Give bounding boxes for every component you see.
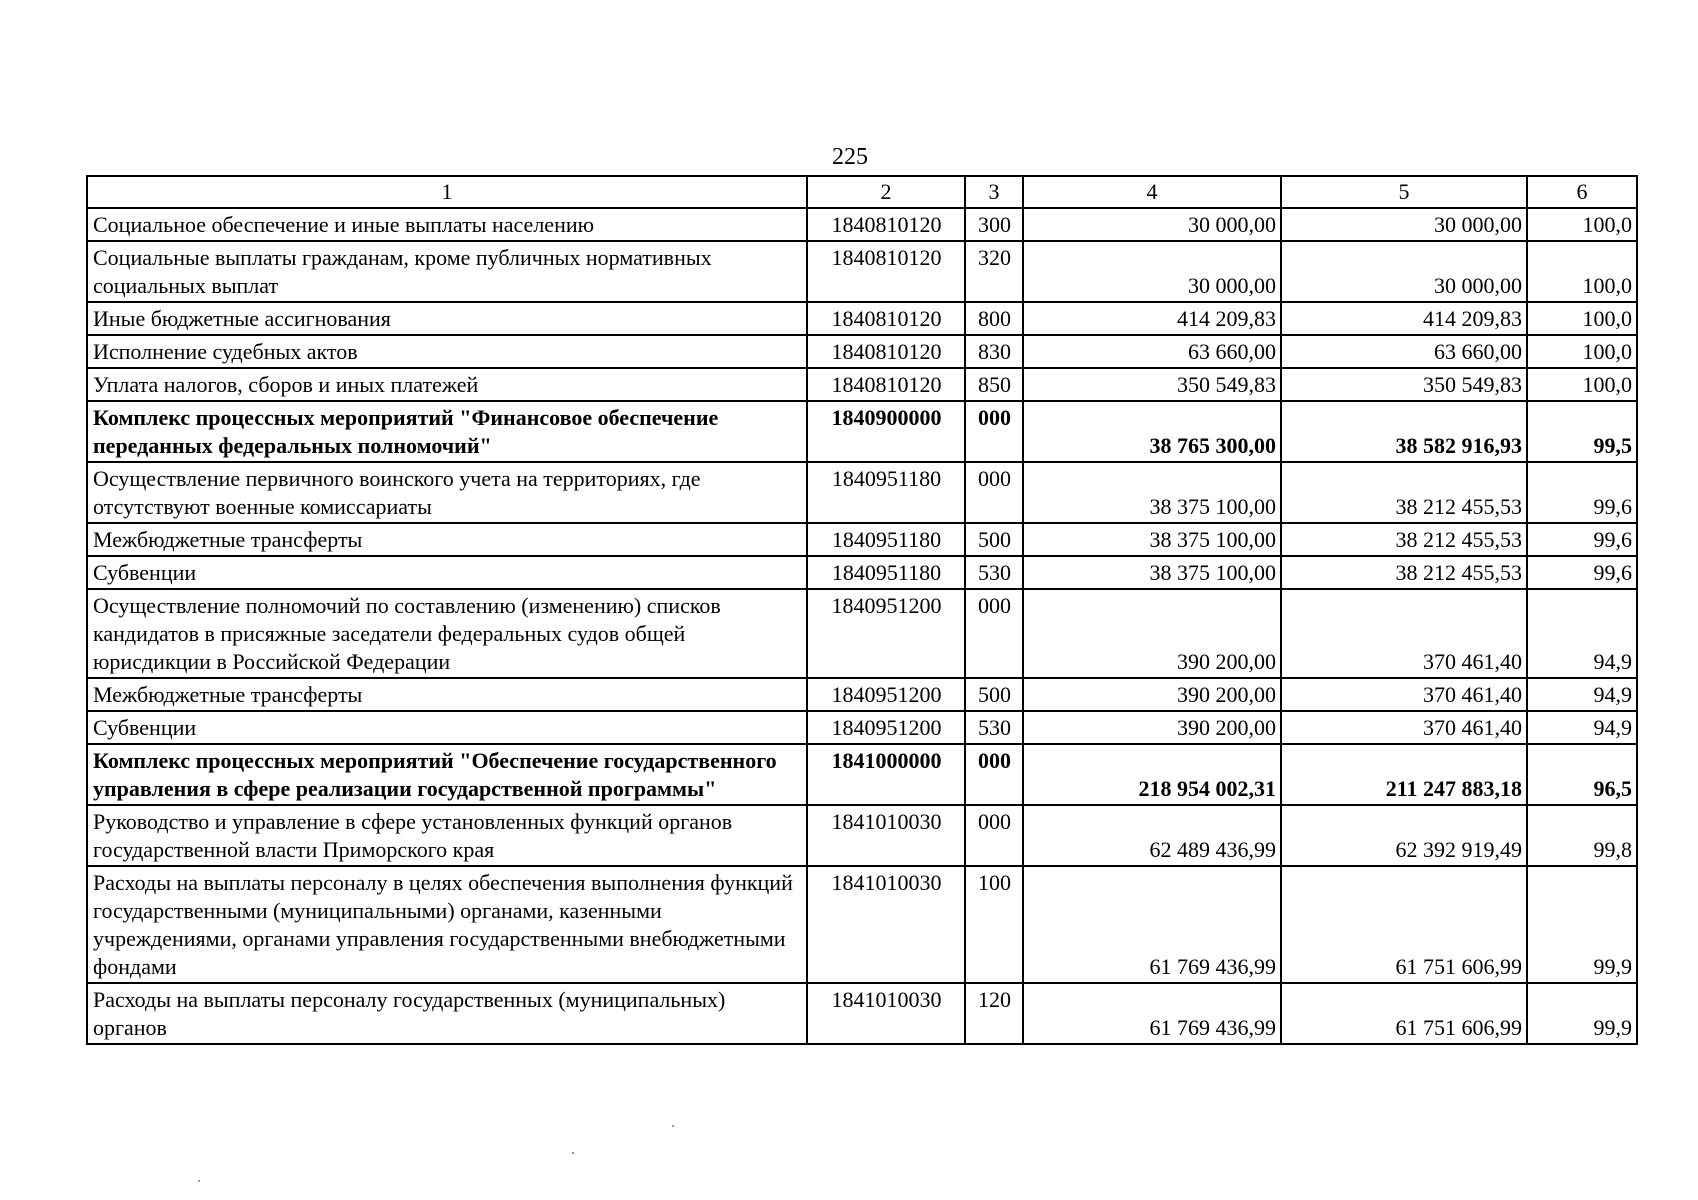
row-planned-cell: 38 765 300,00 (1023, 401, 1281, 462)
row-code-cell: 1840951200 (807, 678, 965, 711)
row-code-cell: 1840810120 (807, 302, 965, 335)
row-code-cell: 1840951180 (807, 462, 965, 523)
table-row (87, 556, 1637, 589)
row-code-cell: 1841010030 (807, 805, 965, 866)
row-executed-cell: 370 461,40 (1281, 678, 1527, 711)
row-code-cell: 1840810120 (807, 241, 965, 302)
row-type-cell: 320 (965, 241, 1023, 302)
row-name-cell: Комплекс процессных мероприятий "Обеспечение государственного управления в сфере реализации государственной программы" (87, 744, 807, 805)
row-name-cell: Межбюджетные трансферты (87, 678, 807, 711)
table-row (87, 208, 1637, 241)
row-type-cell: 100 (965, 866, 1023, 983)
row-executed-cell: 38 582 916,93 (1281, 401, 1527, 462)
row-percent-cell: 94,9 (1527, 678, 1637, 711)
row-percent-cell: 96,5 (1527, 744, 1637, 805)
scan-speck (672, 1125, 674, 1127)
row-type-cell: 120 (965, 983, 1023, 1044)
row-planned-cell: 38 375 100,00 (1023, 556, 1281, 589)
row-percent-cell: 94,9 (1527, 589, 1637, 678)
row-planned-cell: 62 489 436,99 (1023, 805, 1281, 866)
table-row (87, 744, 1637, 805)
row-type-cell: 000 (965, 805, 1023, 866)
row-name-cell: Осуществление полномочий по составлению (изменению) списков кандидатов в присяжные заседатели федеральных судов общей юрисдикции в Российской Федерации (87, 589, 807, 678)
row-name-cell: Осуществление первичного воинского учета на территориях, где отсутствуют военные комиссариаты (87, 462, 807, 523)
row-code-cell: 1841000000 (807, 744, 965, 805)
table-row (87, 711, 1637, 744)
row-executed-cell: 61 751 606,99 (1281, 983, 1527, 1044)
table-row (87, 241, 1637, 302)
table-row (87, 589, 1637, 678)
row-name-cell: Расходы на выплаты персоналу государственных (муниципальных) органов (87, 983, 807, 1044)
row-executed-cell: 38 212 455,53 (1281, 523, 1527, 556)
row-planned-cell: 390 200,00 (1023, 678, 1281, 711)
row-name-cell: Исполнение судебных актов (87, 335, 807, 368)
row-type-cell: 000 (965, 462, 1023, 523)
row-planned-cell: 61 769 436,99 (1023, 983, 1281, 1044)
row-code-cell: 1841010030 (807, 983, 965, 1044)
table-row (87, 678, 1637, 711)
row-name-cell: Иные бюджетные ассигнования (87, 302, 807, 335)
row-percent-cell: 99,5 (1527, 401, 1637, 462)
column-header: 3 (965, 176, 1023, 208)
table-row (87, 983, 1637, 1044)
row-name-cell: Межбюджетные трансферты (87, 523, 807, 556)
column-header: 6 (1527, 176, 1637, 208)
row-type-cell: 830 (965, 335, 1023, 368)
row-executed-cell: 350 549,83 (1281, 368, 1527, 401)
row-executed-cell: 30 000,00 (1281, 241, 1527, 302)
row-planned-cell: 63 660,00 (1023, 335, 1281, 368)
row-executed-cell: 61 751 606,99 (1281, 866, 1527, 983)
table-row (87, 523, 1637, 556)
row-executed-cell: 63 660,00 (1281, 335, 1527, 368)
scan-speck (198, 1180, 200, 1182)
row-name-cell: Социальные выплаты гражданам, кроме публичных нормативных социальных выплат (87, 241, 807, 302)
row-executed-cell: 370 461,40 (1281, 589, 1527, 678)
row-type-cell: 850 (965, 368, 1023, 401)
column-header: 2 (807, 176, 965, 208)
row-planned-cell: 390 200,00 (1023, 589, 1281, 678)
row-name-cell: Социальное обеспечение и иные выплаты населению (87, 208, 807, 241)
row-percent-cell: 94,9 (1527, 711, 1637, 744)
row-planned-cell: 38 375 100,00 (1023, 462, 1281, 523)
column-header: 5 (1281, 176, 1527, 208)
row-percent-cell: 99,8 (1527, 805, 1637, 866)
row-name-cell: Руководство и управление в сфере установленных функций органов государственной власти Приморского края (87, 805, 807, 866)
row-planned-cell: 30 000,00 (1023, 241, 1281, 302)
table-row (87, 805, 1637, 866)
row-executed-cell: 62 392 919,49 (1281, 805, 1527, 866)
row-type-cell: 530 (965, 711, 1023, 744)
table-row (87, 368, 1637, 401)
column-header: 1 (87, 176, 807, 208)
row-percent-cell: 100,0 (1527, 208, 1637, 241)
page-number: 225 (832, 144, 868, 170)
row-executed-cell: 370 461,40 (1281, 711, 1527, 744)
row-planned-cell: 61 769 436,99 (1023, 866, 1281, 983)
row-planned-cell: 350 549,83 (1023, 368, 1281, 401)
row-executed-cell: 38 212 455,53 (1281, 556, 1527, 589)
row-name-cell: Расходы на выплаты персоналу в целях обеспечения выполнения функций государственными (муниципальными) органами, казенными учреждениями, органами управления государственными внебюджетными фондами (87, 866, 807, 983)
row-code-cell: 1840951200 (807, 711, 965, 744)
row-type-cell: 530 (965, 556, 1023, 589)
row-planned-cell: 30 000,00 (1023, 208, 1281, 241)
row-planned-cell: 218 954 002,31 (1023, 744, 1281, 805)
row-percent-cell: 100,0 (1527, 302, 1637, 335)
row-percent-cell: 100,0 (1527, 241, 1637, 302)
row-name-cell: Субвенции (87, 556, 807, 589)
row-percent-cell: 99,6 (1527, 462, 1637, 523)
row-code-cell: 1840810120 (807, 368, 965, 401)
row-executed-cell: 211 247 883,18 (1281, 744, 1527, 805)
table-row (87, 335, 1637, 368)
row-code-cell: 1840951180 (807, 523, 965, 556)
scan-speck (572, 1152, 574, 1154)
row-type-cell: 800 (965, 302, 1023, 335)
row-name-cell: Уплата налогов, сборов и иных платежей (87, 368, 807, 401)
row-name-cell: Субвенции (87, 711, 807, 744)
budget-execution-table (86, 175, 1638, 1045)
row-type-cell: 000 (965, 401, 1023, 462)
row-executed-cell: 38 212 455,53 (1281, 462, 1527, 523)
row-planned-cell: 414 209,83 (1023, 302, 1281, 335)
row-percent-cell: 100,0 (1527, 368, 1637, 401)
row-executed-cell: 414 209,83 (1281, 302, 1527, 335)
row-planned-cell: 38 375 100,00 (1023, 523, 1281, 556)
row-type-cell: 500 (965, 678, 1023, 711)
row-percent-cell: 99,9 (1527, 983, 1637, 1044)
table-row (87, 401, 1637, 462)
row-code-cell: 1840900000 (807, 401, 965, 462)
row-percent-cell: 99,6 (1527, 523, 1637, 556)
table-row (87, 866, 1637, 983)
table-row (87, 462, 1637, 523)
row-name-cell: Комплекс процессных мероприятий "Финансовое обеспечение переданных федеральных полномочий" (87, 401, 807, 462)
row-type-cell: 000 (965, 744, 1023, 805)
row-code-cell: 1841010030 (807, 866, 965, 983)
row-type-cell: 500 (965, 523, 1023, 556)
row-code-cell: 1840810120 (807, 208, 965, 241)
row-percent-cell: 100,0 (1527, 335, 1637, 368)
row-type-cell: 000 (965, 589, 1023, 678)
row-percent-cell: 99,6 (1527, 556, 1637, 589)
row-code-cell: 1840810120 (807, 335, 965, 368)
row-type-cell: 300 (965, 208, 1023, 241)
row-code-cell: 1840951200 (807, 589, 965, 678)
row-code-cell: 1840951180 (807, 556, 965, 589)
table-row (87, 302, 1637, 335)
row-planned-cell: 390 200,00 (1023, 711, 1281, 744)
table-header-row (87, 176, 1637, 208)
row-percent-cell: 99,9 (1527, 866, 1637, 983)
row-executed-cell: 30 000,00 (1281, 208, 1527, 241)
column-header: 4 (1023, 176, 1281, 208)
